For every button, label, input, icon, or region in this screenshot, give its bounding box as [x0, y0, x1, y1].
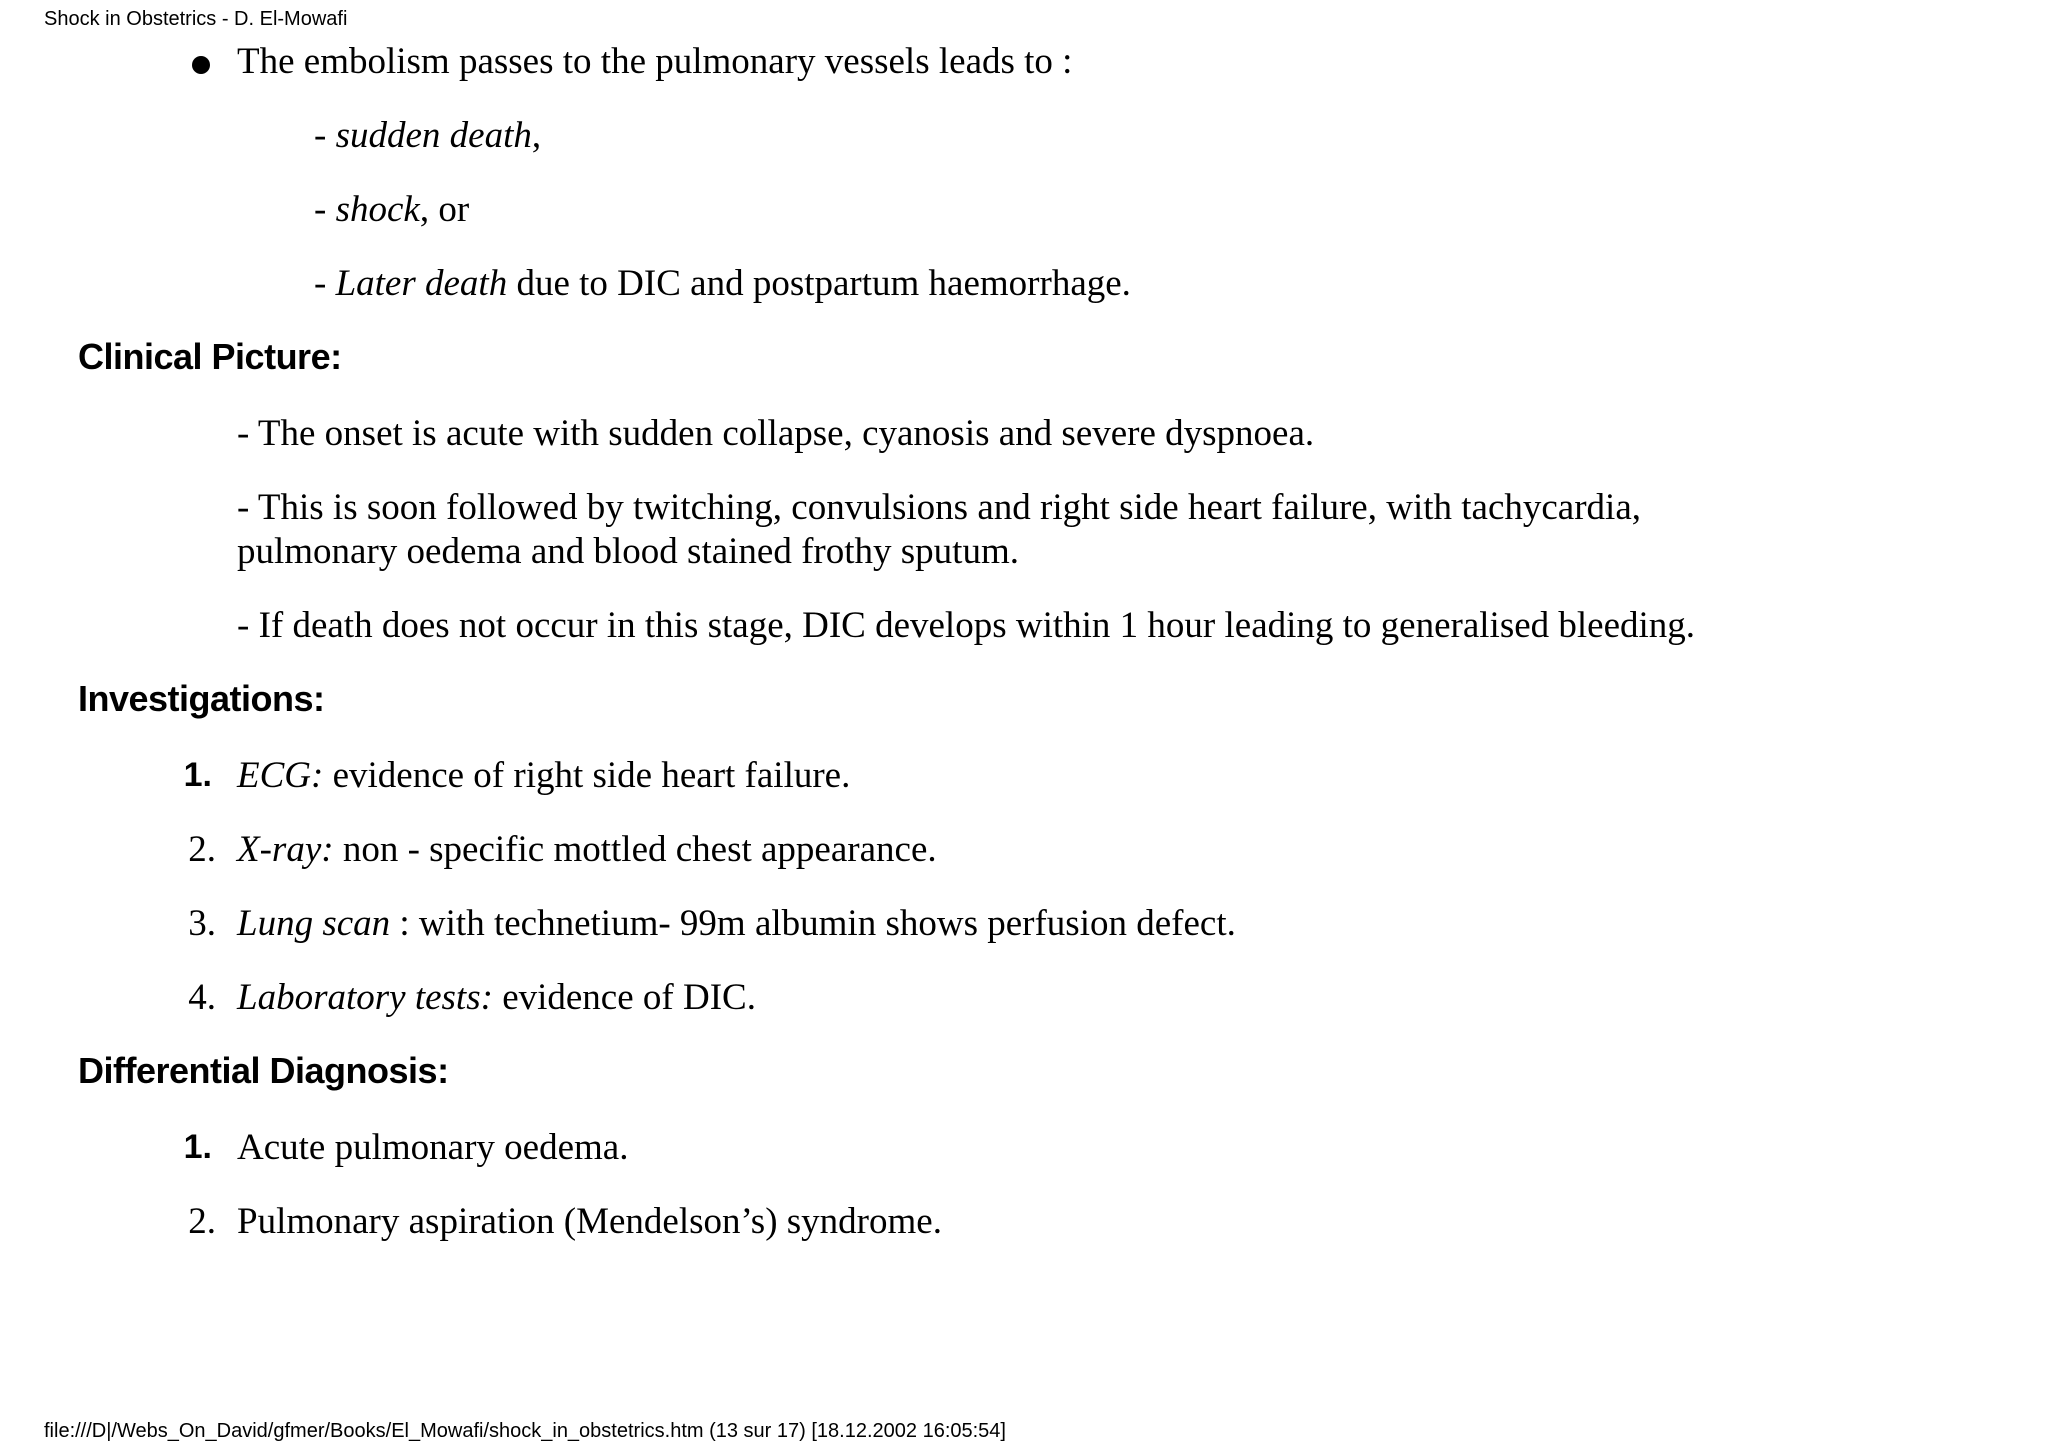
investigation-item [237, 828, 937, 872]
item-text: , [531, 115, 542, 156]
embolism-item [314, 262, 1131, 306]
list-number: 3. [188, 903, 216, 944]
clinical-item: - This is soon followed by twitching, convulsions and right side heart failure, with tachycardia, [237, 487, 1641, 528]
item-text: : with technetium- 99m albumin shows perfusion defect. [390, 903, 1236, 944]
bullet-icon [192, 56, 210, 74]
item-prefix: - [314, 263, 336, 304]
investigation-item [237, 976, 756, 1020]
item-italic: shock [335, 189, 420, 230]
embolism-intro: The embolism passes to the pulmonary vessels leads to : [237, 41, 1073, 82]
differential-item: Acute pulmonary oedema. [237, 1127, 629, 1168]
item-prefix: - [314, 115, 336, 156]
list-number: 1. [183, 1128, 212, 1166]
embolism-item [314, 114, 541, 158]
list-number: 2. [188, 829, 216, 870]
embolism-item [314, 188, 469, 232]
investigation-item [237, 754, 850, 798]
clinical-picture-heading: Clinical Picture: [78, 336, 342, 377]
list-number: 2. [188, 1201, 216, 1242]
item-text: evidence of DIC. [492, 977, 756, 1018]
item-italic: X-ray: [237, 829, 334, 870]
item-text: , or [419, 189, 470, 230]
item-italic: ECG: [237, 755, 324, 796]
item-text: due to DIC and postpartum haemorrhage. [507, 263, 1131, 304]
item-text: non - specific mottled chest appearance. [333, 829, 937, 870]
investigation-item [237, 902, 1236, 946]
differential-item: Pulmonary aspiration (Mendelson’s) syndrome. [237, 1201, 942, 1242]
item-italic: Later death [335, 263, 508, 304]
clinical-item: - If death does not occur in this stage, DIC develops within 1 hour leading to generalised bleeding. [237, 605, 1696, 646]
list-number: 4. [188, 977, 216, 1018]
list-number: 1. [183, 756, 212, 794]
item-prefix: - [314, 189, 336, 230]
clinical-item-continuation: pulmonary oedema and blood stained frothy sputum. [237, 531, 1019, 572]
item-italic: Lung scan [237, 903, 391, 944]
item-italic: Laboratory tests: [237, 977, 493, 1018]
item-text: evidence of right side heart failure. [323, 755, 851, 796]
differential-diagnosis-heading: Differential Diagnosis: [78, 1050, 449, 1091]
page-header: Shock in Obstetrics - D. El-Mowafi [44, 8, 348, 30]
page-footer: file:///D|/Webs_On_David/gfmer/Books/El_Mowafi/shock_in_obstetrics.htm (13 sur 17) [18.12.2002 16:05:54] [44, 1420, 1006, 1442]
clinical-item: - The onset is acute with sudden collapse, cyanosis and severe dyspnoea. [237, 413, 1315, 454]
item-italic: sudden death [335, 115, 532, 156]
investigations-heading: Investigations: [78, 678, 325, 719]
